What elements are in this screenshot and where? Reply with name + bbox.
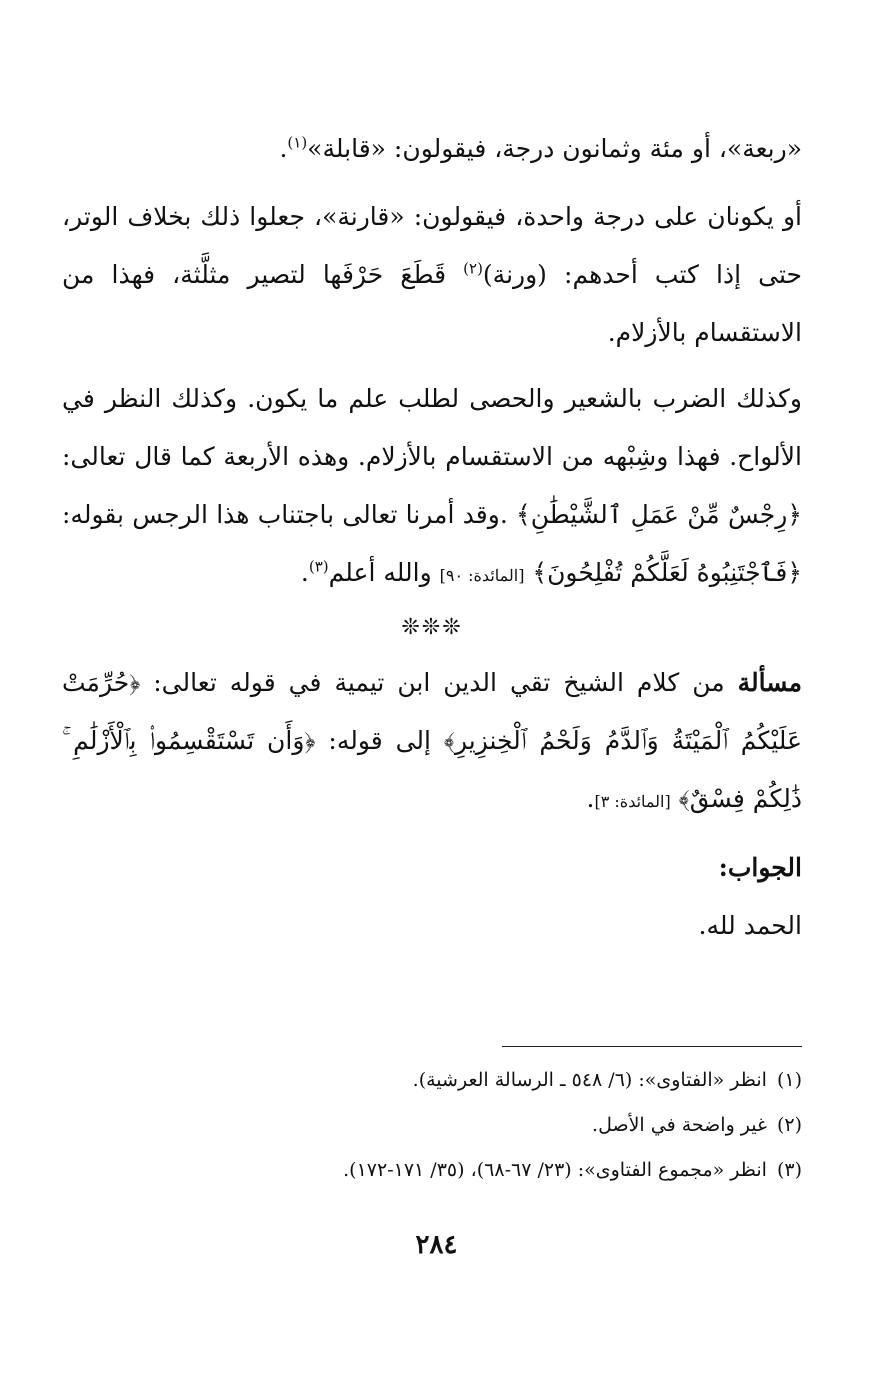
question-label: مسألة [737,668,802,697]
quran-reference-maida-3: [المائدة: ٣] [594,792,671,811]
footnote-text: انظر «الفتاوى»: (٦/ ٥٤٨ ـ الرسالة العرشية). [412,1069,767,1091]
page-body [62,120,802,955]
footnote-3 [62,1148,802,1193]
paragraph-3-end: . [300,558,309,587]
footnote-number: (٢) [776,1114,802,1136]
question-end: . [586,784,595,813]
footnotes [62,1058,802,1193]
footnote-2 [62,1103,802,1148]
paragraph-1-text: «ربعة»، أو مئة وثمانون درجة، فيقولون: «قابلة» [307,134,802,163]
footnote-1 [62,1058,802,1103]
paragraph-2-text-a: أو يكونان على درجة واحدة، فيقولون: «قارنة»، جعلوا ذلك بخلاف الوتر، حتى إذا كتب أحدهم: (ورنة) [62,202,802,289]
footnote-marker-2[interactable]: (٢) [463,259,483,278]
paragraph-3-text-a: وكذلك الضرب بالشعير والحصى لطلب علم ما يكون. وكذلك النظر في الألواح. فهذا وشِبْهه من الاستقسام بالأزلام. وهذه الأربعة كما قال تعالى: ﴿رِجْسٌ مِّنْ عَمَلِ ٱلشَّيْطَٰنِ﴾ .وقد أمرنا تعالى باجتناب هذا الرجس بقوله: ﴿فَٱجْتَنِبُوهُ لَعَلَّكُمْ تُفْلِحُونَ﴾ [62,384,802,587]
question-paragraph [62,654,802,831]
paragraph-3-text-b: والله أعلم [328,558,440,587]
paragraph-3 [62,370,802,605]
footnote-marker-1[interactable]: (١) [287,133,308,152]
paragraph-2 [62,188,802,362]
answer-body: الحمد لله. [698,911,802,940]
footnote-number: (٣) [776,1159,802,1181]
section-separator: ❊❊❊ [401,615,463,640]
footnote-text: انظر «مجموع الفتاوى»: (٢٣/ ٦٧-٦٨)، (٣٥/ ١٧١-١٧٢). [343,1159,767,1181]
paragraph-2-text-b: قَطَعَ حَرْفَها لتصير مثلَّثة، فهذا من الاستقسام بالأزلام. [62,260,802,347]
paragraph-1-end: . [279,134,288,163]
answer-heading: الجواب: [718,853,802,882]
footnote-marker-3[interactable]: (٣) [308,557,329,576]
footnote-divider [502,1046,802,1047]
question-text: من كلام الشيخ تقي الدين ابن تيمية في قوله تعالى: ﴿حُرِّمَتْ عَلَيْكُمُ ٱلْمَيْتَةُ وَٱلدَّمُ وَلَحْمُ ٱلْخِنزِيرِ﴾ إلى قوله: ﴿وَأَن تَسْتَقْسِمُوا۟ بِٱلْأَزْلَٰمِ ۚ ذَٰلِكُمْ فِسْقٌ﴾ [62,668,802,813]
paragraph-1 [62,120,802,178]
footnote-text: غير واضحة في الأصل. [592,1114,767,1136]
footnote-number: (١) [776,1069,802,1091]
page-number: ٢٨٤ [415,1230,458,1260]
quran-reference-maida-90: [المائدة: ٩٠] [439,566,525,585]
